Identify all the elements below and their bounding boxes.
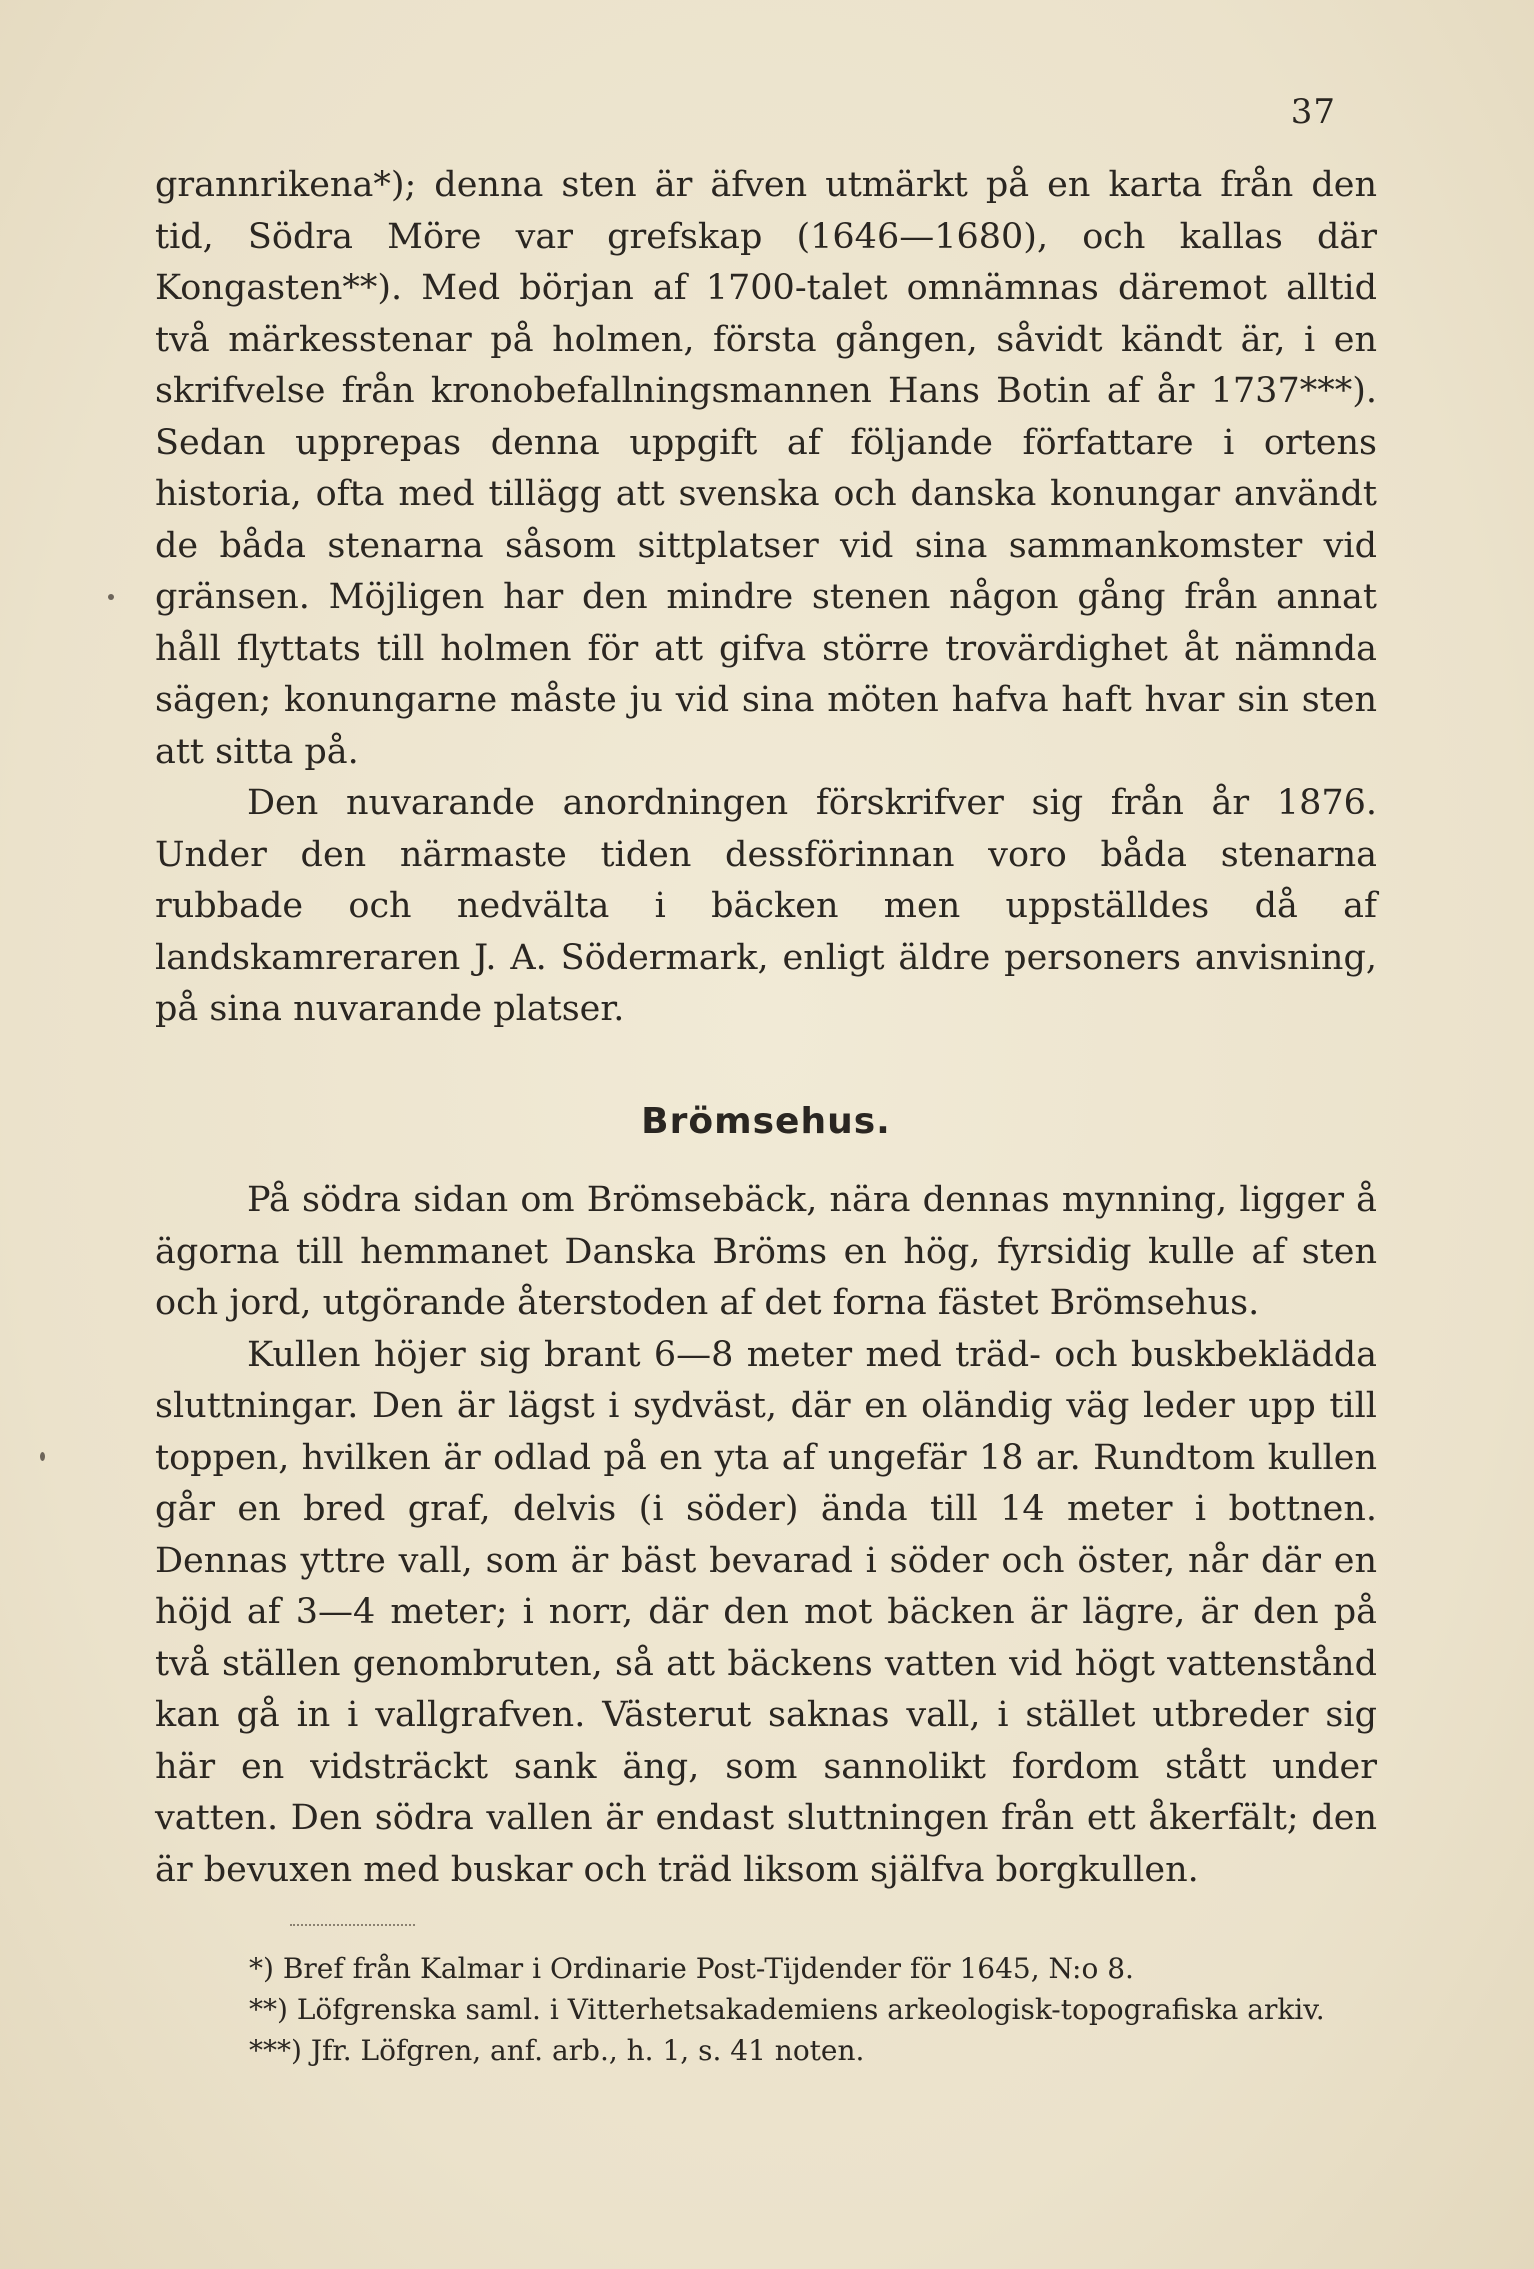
footnote: *) Bref från Kalmar i Ordinarie Post-Tijdender för 1645, N:o 8. <box>249 1952 1134 1985</box>
paragraph: På södra sidan om Brömsebäck, nära dennas mynning, ligger å ägorna till hemmanet Danska Bröms en hög, fyrsidig kulle af sten och jord, utgörande återstoden af det forna fästet Brömsehus. <box>155 1180 1377 1323</box>
footnotes <box>155 1948 1377 2071</box>
page-number: 37 <box>1290 92 1336 132</box>
footnote: ***) Jfr. Löfgren, anf. arb., h. 1, s. 41 noten. <box>249 2034 865 2067</box>
section-heading: Brömsehus. <box>641 1100 891 1142</box>
ink-speck <box>40 1452 45 1461</box>
footnote-divider <box>290 1924 415 1926</box>
paragraph: Kullen höjer sig brant 6—8 meter med träd- och buskbeklädda sluttningar. Den är lägst i sydväst, där en oländig väg leder upp till toppen, hvilken är odlad på en yta af ungefär 18 ar. Rundtom kullen går en bred graf, delvis (i söder) ända till 14 meter i bottnen. Dennas yttre vall, som är bäst bevarad i söder och öster, når där en höjd af 3—4 meter; i norr, där den mot bäcken är lägre, är den på två ställen genombruten, så att bäckens vatten vid högt vattenstånd kan gå in i vallgrafven. Västerut saknas vall, i stället utbreder sig här en vidsträckt sank äng, som sannolikt fordom stått under vatten. Den södra vallen är endast sluttningen från ett åkerfält; den är bevuxen med buskar och träd liksom själfva borgkullen. <box>155 1334 1377 1890</box>
paragraph: Den nuvarande anordningen förskrifver sig från år 1876. Under den närmaste tiden dessförinnan voro båda stenarna rubbade och nedvälta i bäcken men uppställdes då af landskamreraren J. A. Södermark, enligt äldre personers anvisning, på sina nuvarande platser. <box>155 783 1377 1029</box>
paragraph: grannrikena*); denna sten är äfven utmärkt på en karta från den tid, Södra Möre var grefskap (1646—1680), och kallas där Kongasten**). Med början af 1700-talet omnämnas däremot alltid två märkesstenar på holmen, första gången, såvidt kändt är, i en skrifvelse från kronobefallningsmannen Hans Botin af år 1737***). Sedan upprepas denna uppgift af följande författare i ortens historia, ofta med tillägg att svenska och danska konungar användt de båda stenarna såsom sittplatser vid sina sammankomster vid gränsen. Möjligen har den mindre stenen någon gång från annat håll flyttats till holmen för att gifva större trovärdighet åt nämnda sägen; konungarne måste ju vid sina möten hafva haft hvar sin sten att sitta på. <box>155 165 1377 772</box>
ink-speck <box>108 594 114 600</box>
main-text <box>155 160 1377 1896</box>
footnote: **) Löfgrenska saml. i Vitterhetsakademiens arkeologisk-topografiska arkiv. <box>249 1993 1325 2026</box>
